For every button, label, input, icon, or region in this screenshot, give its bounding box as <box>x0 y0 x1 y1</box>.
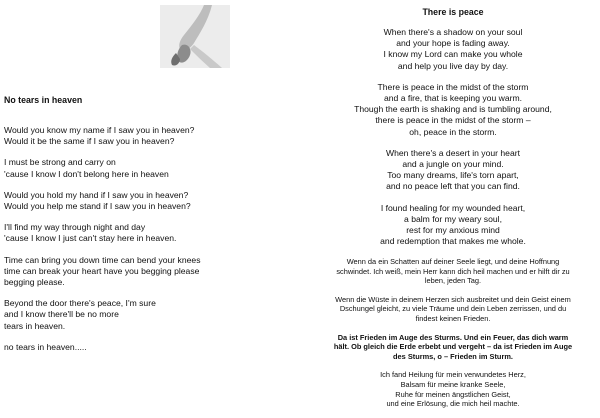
english-poem-line: I know my Lord can make you whole <box>383 49 523 60</box>
left-poem-line: no tears in heaven..... <box>4 341 87 352</box>
left-poem-line: 'cause I know I don't belong here in heaven <box>4 168 169 179</box>
left-poem-line: Would you help me stand if I saw you in heaven? <box>4 201 191 212</box>
german-poem-line: des Sturms, o – Frieden im Sturm. <box>393 351 513 361</box>
english-poem-line: and help you live day by day. <box>397 60 509 71</box>
hands-photo <box>160 5 230 68</box>
english-poem-line: a balm for my weary soul, <box>404 213 502 224</box>
left-poem-line: Beyond the door there's peace, I'm sure <box>4 298 156 309</box>
english-poem-stanza <box>310 203 596 248</box>
left-poem-stanza <box>4 157 304 179</box>
german-poem-line: Dschungel gleicht, zu viele Träume und dein Leben zerrissen, und du <box>339 304 567 314</box>
hands-photo-icon <box>160 5 230 68</box>
german-poem-line: Balsam für meine kranke Seele, <box>400 379 506 389</box>
left-poem-line: time can break your heart have you begging please <box>4 265 200 276</box>
german-poem-line: hält. Ob gleich die Erde erbebt und vergeht – da ist Frieden im Auge <box>333 342 573 352</box>
german-poem-line: Wenn da ein Schatten auf deiner Seele liegt, und deine Hoffnung <box>346 257 560 266</box>
english-poem-stanza <box>310 27 596 72</box>
left-poem-line: tears in heaven. <box>4 320 66 331</box>
english-poem-stanza <box>310 148 596 193</box>
left-poem-line: and I know there'll be no more <box>4 309 119 320</box>
left-poem-stanza <box>4 255 304 289</box>
english-poem-body <box>310 27 596 257</box>
german-poem-line: Da ist Frieden im Auge des Sturms. Und ein Feuer, das dich warm <box>337 332 569 342</box>
left-poem-stanza <box>4 125 304 147</box>
german-translation-body <box>310 257 596 418</box>
left-poem-line: begging please. <box>4 277 65 288</box>
left-poem-body <box>4 125 304 363</box>
german-poem-stanza <box>310 257 596 286</box>
left-poem-line: I'll find my way through night and day <box>4 222 146 233</box>
left-poem-stanza <box>4 222 304 244</box>
german-poem-stanza <box>310 333 596 362</box>
english-poem-line: and a fire, that is keeping you warm. <box>383 93 523 104</box>
left-poem-title: No tears in heaven <box>4 95 83 105</box>
left-poem-line: Would it be the same if I saw you in heaven? <box>4 136 175 147</box>
left-poem-line: I must be strong and carry on <box>4 157 116 168</box>
german-poem-line: Ich fand Heilung für mein verwundetes Herz, <box>380 370 526 380</box>
german-poem-line: und eine Erlösung, die mich heil machte. <box>386 399 520 409</box>
left-poem-line: 'cause I know I just can't stay here in heaven. <box>4 233 177 244</box>
german-poem-stanza <box>310 295 596 324</box>
english-poem-line: Too many dreams, life's torn apart, <box>387 170 519 181</box>
english-poem-line: When there's a desert in your heart <box>386 147 520 158</box>
left-poem-stanza <box>4 298 304 332</box>
german-poem-line: findest keinen Frieden. <box>415 313 491 323</box>
english-poem-line: Though the earth is shaking and is tumbling around, <box>354 104 552 115</box>
left-poem-line: Time can bring you down time can bend your knees <box>4 254 201 265</box>
english-poem-line: and your hope is fading away. <box>396 38 510 49</box>
german-poem-line: leben, jeden Tag. <box>424 276 482 286</box>
left-poem-stanza <box>4 190 304 212</box>
english-poem-line: rest for my anxious mind <box>406 225 500 236</box>
left-poem-stanza <box>4 342 304 353</box>
german-poem-stanza <box>310 370 596 408</box>
english-poem-line: there is peace in the midst of the storm – <box>375 115 531 126</box>
german-poem-line: Wenn die Wüste in deinem Herzen sich ausbreitet und dein Geist einem <box>335 294 571 304</box>
english-poem-line: and redemption that makes me whole. <box>380 236 526 247</box>
english-poem-line: When there's a shadow on your soul <box>383 27 523 37</box>
english-poem-line: I found healing for my wounded heart, <box>380 202 526 213</box>
german-poem-line: schwindet. Ich weiß, mein Herr kann dich heil machen und er hilft dir zu <box>336 266 570 276</box>
right-poem-title: There is peace <box>422 7 484 17</box>
english-poem-line: There is peace in the midst of the storm <box>377 81 529 92</box>
english-poem-line: and a jungle on your mind. <box>402 159 504 170</box>
left-poem-line: Would you know my name if I saw you in heaven? <box>4 125 195 135</box>
english-poem-stanza <box>310 82 596 138</box>
english-poem-line: oh, peace in the storm. <box>409 126 497 137</box>
german-poem-line: Ruhe für meinen ängstlichen Geist, <box>395 389 511 399</box>
english-poem-line: and no peace left that you can find. <box>386 181 520 192</box>
left-poem-line: Would you hold my hand if I saw you in heaven? <box>4 189 189 200</box>
